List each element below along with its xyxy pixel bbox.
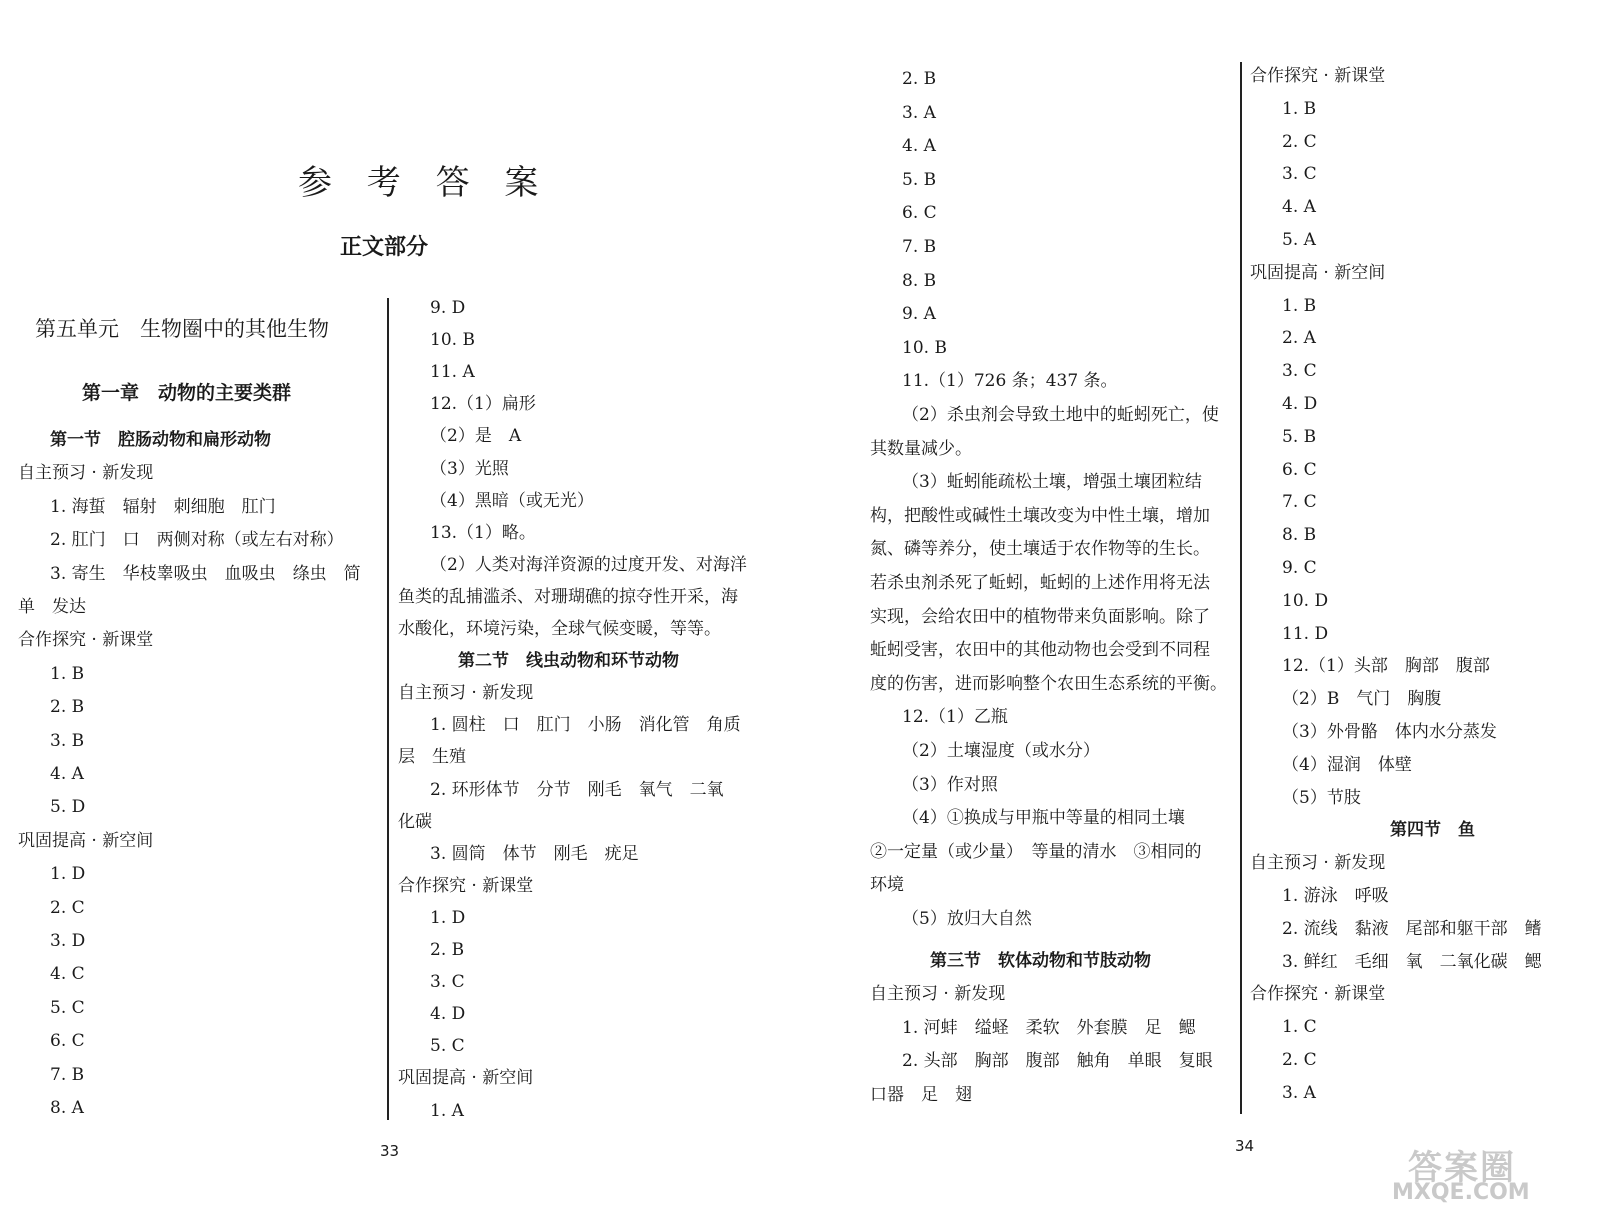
answer-line: 1. B <box>50 664 85 684</box>
answer-line: （2）杀虫剂会导致土地中的蚯蚓死亡，使 <box>902 405 1219 425</box>
answer-line: 1. 海蜇 辐射 刺细胞 肛门 <box>50 497 276 517</box>
answer-line: 2. C <box>1282 1050 1317 1070</box>
answer-line: 1. B <box>1282 296 1317 316</box>
answer-line: （2）人类对海洋资源的过度开发、对海洋 <box>430 555 747 575</box>
answer-line: 1. B <box>1282 99 1317 119</box>
answer-line: 6. C <box>50 1031 85 1051</box>
answer-line: 巩固提高 · 新空间 <box>1250 263 1386 283</box>
answer-line: 水酸化，环境污染，全球气候变暖，等等。 <box>398 619 721 639</box>
answer-line: 11. D <box>1282 624 1329 644</box>
answer-line: 4. A <box>50 764 84 784</box>
answer-line: （5）节肢 <box>1282 788 1361 808</box>
page-number-right: 34 <box>1235 1137 1255 1155</box>
watermark-logo <box>1386 1140 1600 1205</box>
answer-line: （3）蚯蚓能疏松土壤，增强土壤团粒结 <box>902 472 1202 492</box>
answer-line: 10. B <box>902 338 947 358</box>
answer-line: 8. B <box>902 271 937 291</box>
answer-line: 8. B <box>1282 525 1317 545</box>
answer-column-2 <box>398 0 768 1205</box>
answer-column-4 <box>1250 0 1590 1205</box>
answer-line: 4. A <box>902 136 936 156</box>
section-heading: 第二节 线虫动物和环节动物 <box>458 651 679 671</box>
answer-line: 3. C <box>1282 164 1317 184</box>
answer-line: 自主预习 · 新发现 <box>18 463 154 483</box>
answer-line: 5. B <box>902 170 937 190</box>
answer-line: 2. C <box>1282 132 1317 152</box>
section-heading: 第一节 腔肠动物和扁形动物 <box>50 430 271 450</box>
answer-line: （3）外骨骼 体内水分蒸发 <box>1282 722 1497 742</box>
answer-line: 3. 寄生 华枝睾吸虫 血吸虫 绦虫 简 <box>50 564 361 584</box>
answer-column-3 <box>870 0 1235 1205</box>
answer-line: 4. D <box>430 1004 466 1024</box>
answer-line: 4. D <box>1282 394 1318 414</box>
answer-line: 12.（1）扁形 <box>430 394 536 414</box>
answer-line: 1. C <box>1282 1017 1317 1037</box>
answer-line: 5. D <box>50 797 86 817</box>
answer-line: （4）湿润 体壁 <box>1282 755 1412 775</box>
chapter-heading: 第一章 动物的主要类群 <box>82 382 292 404</box>
answer-line: 层 生殖 <box>398 747 466 767</box>
answer-line: 1. D <box>50 864 86 884</box>
answer-line: 1. 河蚌 缢蛏 柔软 外套膜 足 鳃 <box>902 1018 1196 1038</box>
answer-line: 2. 流线 黏液 尾部和躯干部 鳍 <box>1282 919 1542 939</box>
answer-line: 2. 环形体节 分节 刚毛 氧气 二氧 <box>430 780 724 800</box>
answer-line: 12.（1）头部 胸部 腹部 <box>1282 656 1490 676</box>
answer-line: 自主预习 · 新发现 <box>1250 853 1386 873</box>
answer-line: 环境 <box>870 875 904 895</box>
section-heading: 第三节 软体动物和节肢动物 <box>930 951 1151 971</box>
answer-line: （4）①换成与甲瓶中等量的相同土壤 <box>902 808 1185 828</box>
answer-line: 其数量减少。 <box>870 439 972 459</box>
answer-line: 7. B <box>50 1065 85 1085</box>
answer-line: 8. A <box>50 1098 84 1118</box>
answer-line: 9. C <box>1282 558 1317 578</box>
answer-line: 2. C <box>50 898 85 918</box>
answer-line: （3）光照 <box>430 459 509 479</box>
answer-line: （4）黑暗（或无光） <box>430 491 594 511</box>
answer-line: 3. D <box>50 931 86 951</box>
answer-line: （2）是 A <box>430 426 522 446</box>
answer-line: 氮、磷等养分，使土壤适于农作物等的生长。 <box>870 539 1210 559</box>
answer-line: （5）放归大自然 <box>902 909 1032 929</box>
answer-line: 化碳 <box>398 812 432 832</box>
answer-line: 3. 圆筒 体节 刚毛 疣足 <box>430 844 639 864</box>
page-title: 参 考 答 案 <box>298 163 551 203</box>
answer-line: 若杀虫剂杀死了蚯蚓，蚯蚓的上述作用将无法 <box>870 573 1210 593</box>
answer-line: 3. C <box>1282 361 1317 381</box>
answer-line: 6. C <box>1282 460 1317 480</box>
answer-line: 11.（1）726 条；437 条。 <box>902 371 1118 391</box>
answer-line: 1. D <box>430 908 466 928</box>
answer-line: 合作探究 · 新课堂 <box>1250 984 1386 1004</box>
answer-line: 2. 肛门 口 两侧对称（或左右对称） <box>50 530 344 550</box>
answer-column-1 <box>18 0 386 1205</box>
answer-line: 2. 头部 胸部 腹部 触角 单眼 复眼 <box>902 1051 1213 1071</box>
answer-line: 6. C <box>902 203 937 223</box>
answer-line: 自主预习 · 新发现 <box>398 683 534 703</box>
answer-line: 3. A <box>1282 1083 1316 1103</box>
answer-line: （3）作对照 <box>902 775 998 795</box>
answer-line: 10. B <box>430 330 475 350</box>
answer-line: 4. A <box>1282 197 1316 217</box>
answer-line: 9. D <box>430 298 466 318</box>
answer-line: 12.（1）乙瓶 <box>902 707 1008 727</box>
answer-line: 2. B <box>430 940 465 960</box>
answer-line: 5. A <box>1282 230 1316 250</box>
answer-line: 单 发达 <box>18 597 86 617</box>
section-heading: 第四节 鱼 <box>1390 820 1475 840</box>
answer-line: 口器 足 翅 <box>870 1085 972 1105</box>
answer-line: （2）土壤湿度（或水分） <box>902 741 1100 761</box>
answer-line: 7. B <box>902 237 937 257</box>
answer-line: 1. A <box>430 1101 464 1121</box>
answer-line: 3. B <box>50 731 85 751</box>
watermark-logo-text: 答案圈 <box>1408 1148 1516 1188</box>
answer-line: 实现，会给农田中的植物带来负面影响。除了 <box>870 607 1210 627</box>
answer-line: 蚯蚓受害，农田中的其他动物也会受到不同程 <box>870 640 1210 660</box>
answer-line: 3. A <box>902 103 936 123</box>
answer-line: 1. 游泳 呼吸 <box>1282 886 1389 906</box>
answer-line: 构，把酸性或碱性土壤改变为中性土壤，增加 <box>870 506 1210 526</box>
answer-line: 巩固提高 · 新空间 <box>18 831 154 851</box>
answer-line: 2. B <box>902 69 937 89</box>
answer-line: 3. C <box>430 972 465 992</box>
answer-line: 3. 鲜红 毛细 氧 二氧化碳 鳃 <box>1282 952 1542 972</box>
answer-line: 11. A <box>430 362 475 382</box>
answer-line: 13.（1）略。 <box>430 523 536 543</box>
answer-line: 2. A <box>1282 328 1316 348</box>
answer-line: 合作探究 · 新课堂 <box>398 876 534 896</box>
answer-line: 1. 圆柱 口 肛门 小肠 消化管 角质 <box>430 715 741 735</box>
answer-line: 5. C <box>50 998 85 1018</box>
answer-line: ②一定量（或少量） 等量的清水 ③相同的 <box>870 842 1202 862</box>
answer-line: 7. C <box>1282 492 1317 512</box>
answer-line: 度的伤害，进而影响整个农田生态系统的平衡。 <box>870 674 1227 694</box>
answer-line: 2. B <box>50 697 85 717</box>
column-divider-left <box>387 298 389 1120</box>
answer-line: 自主预习 · 新发现 <box>870 984 1006 1004</box>
answer-line: 5. B <box>1282 427 1317 447</box>
answer-line: 10. D <box>1282 591 1329 611</box>
column-divider-right <box>1240 62 1242 1114</box>
answer-line: 5. C <box>430 1036 465 1056</box>
answer-line: 合作探究 · 新课堂 <box>18 630 154 650</box>
answer-line: 合作探究 · 新课堂 <box>1250 66 1386 86</box>
page-number-left: 33 <box>380 1142 400 1160</box>
answer-line: 巩固提高 · 新空间 <box>398 1068 534 1088</box>
watermark-url: MXQE.COM <box>1392 1180 1530 1205</box>
section-heading-main-text: 正文部分 <box>340 234 429 260</box>
answer-line: 鱼类的乱捕滥杀、对珊瑚礁的掠夺性开采，海 <box>398 587 738 607</box>
answer-line: （2）B 气门 胸腹 <box>1282 689 1442 709</box>
answer-line: 4. C <box>50 964 85 984</box>
unit-heading: 第五单元 生物圈中的其他生物 <box>35 317 329 341</box>
answer-line: 9. A <box>902 304 936 324</box>
